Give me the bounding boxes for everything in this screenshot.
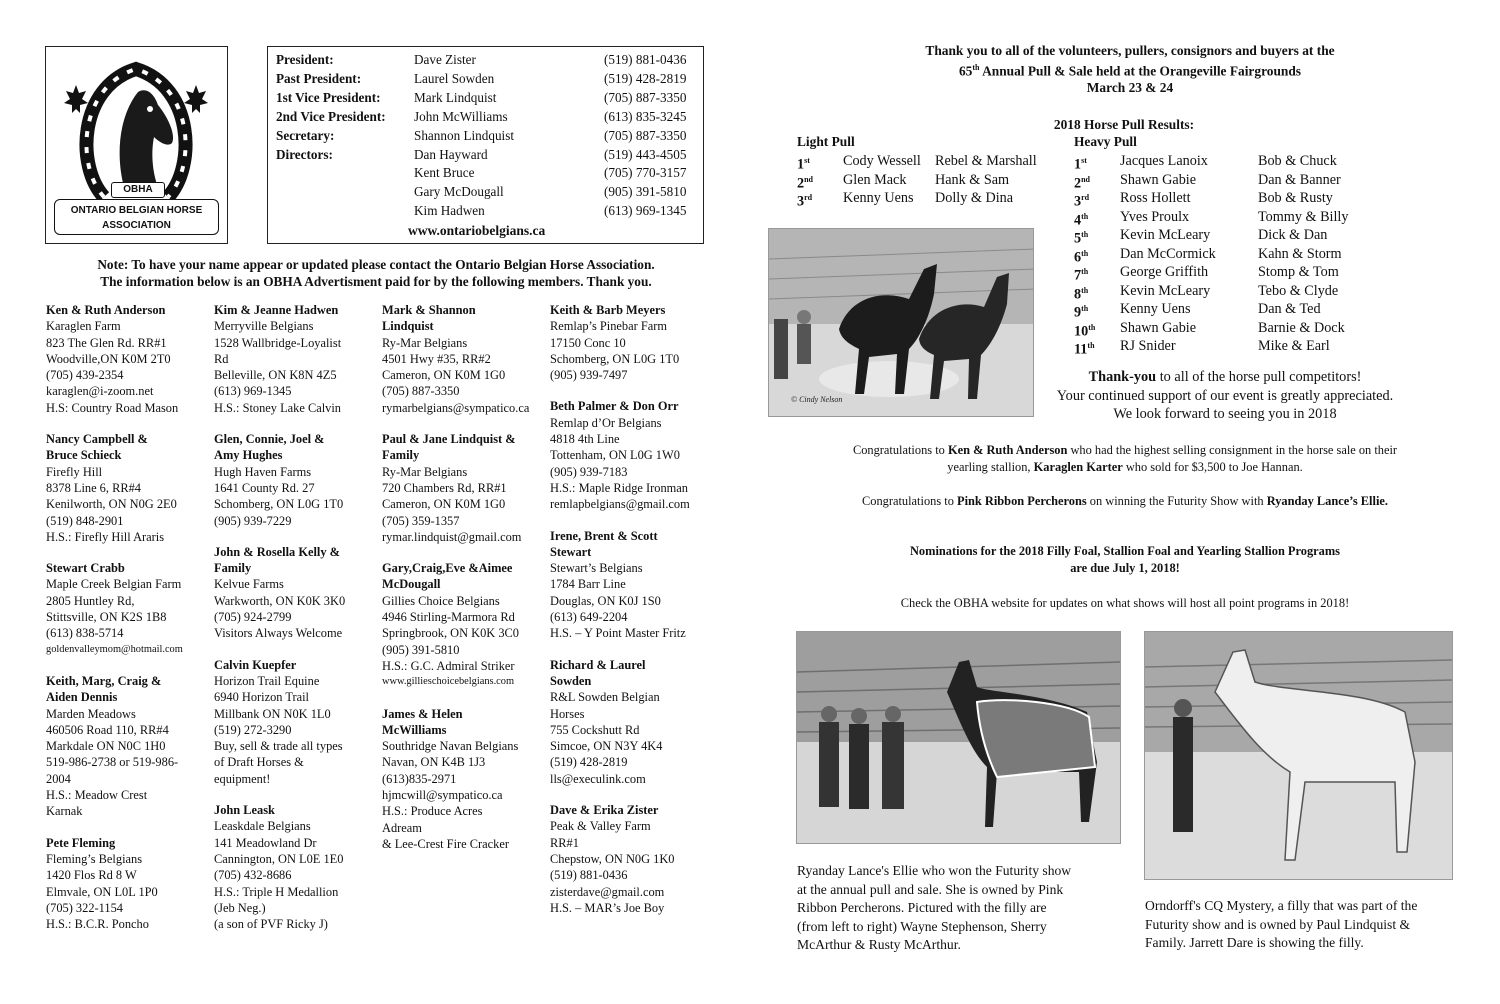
website-link[interactable]: www.ontariobelgians.ca (408, 223, 546, 238)
member-listing (214, 657, 379, 787)
result-team: Dan & Ted (1258, 301, 1321, 317)
officer-phone: (613) 835-3245 (604, 108, 687, 124)
officer-phone: (705) 887-3350 (604, 89, 687, 105)
member-name: Nancy Campbell & (46, 432, 148, 447)
obha-badge: OBHA (111, 182, 165, 198)
member-detail: Buy, sell & trade all types (214, 739, 343, 754)
member-detail: H.S.: Firefly Hill Araris (46, 529, 165, 544)
result-driver: Kenny Uens (1120, 301, 1191, 317)
member-listing (214, 544, 379, 642)
officer-name: Laurel Sowden (414, 70, 495, 86)
member-name: Ken & Ruth Anderson (46, 303, 166, 317)
member-listing (382, 431, 547, 545)
member-detail: (519) 848-2901 (46, 513, 124, 528)
member-detail: Remlap’s Pinebar Farm (550, 319, 668, 334)
results-title: 2018 Horse Pull Results: (1053, 117, 1195, 132)
member-detail: 1528 Wallbridge-Loyalist (214, 335, 342, 350)
nominations-notice: Nominations for the 2018 Filly Foal, Stallion Foal and Yearling Stallion Programs are due July 1, 2018! (909, 544, 1341, 575)
result-team: Tebo & Clyde (1258, 282, 1339, 299)
obha-name-banner (54, 199, 219, 235)
member-detail: 6940 Horizon Trail (214, 690, 309, 705)
officer-name: Mark Lindquist (414, 89, 497, 105)
member-name: Stewart (550, 544, 592, 559)
member-detail: Karnak (46, 804, 83, 819)
member-detail: Marden Meadows (46, 706, 136, 721)
member-detail: hjmcwill@sympatico.ca (382, 788, 503, 803)
member-listing (550, 528, 715, 642)
thanks-line3: March 23 & 24 (1086, 80, 1174, 96)
member-listing (550, 302, 715, 383)
member-detail: Merryville Belgians (214, 319, 314, 334)
caption-line: at the annual pull and sale. She is owned by Pink (797, 881, 1064, 897)
member-detail: (519) 272-3290 (214, 722, 292, 737)
caption-line: Family. Jarrett Dare is showing the filly. (1145, 935, 1364, 951)
officers-box (267, 46, 704, 244)
member-column-1 (46, 302, 211, 947)
result-driver: Shawn Gabie (1120, 171, 1197, 188)
photo-credit: © Cindy Nelson (791, 395, 843, 404)
officer-role: 2nd Vice President: (276, 108, 386, 124)
member-listing (46, 835, 211, 933)
member-detail: of Draft Horses & (214, 755, 304, 770)
result-driver: Jacques Lanoix (1120, 153, 1208, 169)
member-detail: H.S.: Stoney Lake Calvin (214, 400, 341, 415)
member-detail: 4818 4th Line (550, 432, 620, 447)
member-column-2 (214, 302, 379, 947)
result-team: Barnie & Dock (1258, 319, 1345, 336)
officer-name: Dan Hayward (414, 146, 488, 162)
member-name: Aiden Dennis (46, 690, 118, 705)
member-detail: Horizon Trail Equine (214, 673, 320, 688)
member-listing (550, 802, 715, 916)
member-name: Lindquist (382, 319, 434, 334)
member-detail: H.S.: Meadow Crest (46, 788, 148, 803)
member-detail: 1784 Barr Line (550, 577, 626, 592)
result-team: Mike & Earl (1258, 338, 1330, 354)
member-detail: 8378 Line 6, RR#4 (46, 480, 141, 495)
officer-role: Secretary: (276, 127, 335, 143)
member-detail: (705) 359-1357 (382, 513, 460, 528)
member-listing (46, 560, 211, 658)
member-detail: Woodville,ON K0M 2T0 (46, 351, 171, 366)
officer-phone: (705) 770-3157 (604, 165, 687, 181)
member-name: Glen, Connie, Joel & (214, 432, 325, 447)
light-pull-title: Light Pull (797, 134, 855, 149)
member-detail: 1420 Flos Rd 8 W (46, 868, 137, 883)
obha-logo (45, 46, 228, 244)
result-place: 9th (1074, 304, 1089, 321)
member-detail: (905) 939-7497 (550, 368, 628, 383)
member-column-3 (382, 302, 547, 867)
member-detail: Simcoe, ON N3Y 4K4 (550, 739, 663, 754)
member-detail: Firefly Hill (46, 464, 103, 479)
member-detail: 141 Meadowland Dr (214, 835, 317, 850)
caption-line: McArthur & Rusty McArthur. (797, 937, 961, 953)
member-detail: Hugh Haven Farms (214, 464, 312, 479)
member-detail: Cameron, ON K0M 1G0 (382, 368, 506, 383)
member-detail: Stewart’s Belgians (550, 561, 643, 576)
member-detail: Kelvue Farms (214, 577, 284, 592)
member-detail: (705) 439-2354 (46, 368, 124, 383)
note-line1: Note: To have your name appear or updated please contact the Ontario Belgian Horse Association. (97, 257, 655, 272)
member-listing (214, 302, 379, 416)
result-place: 1st (797, 156, 810, 173)
member-detail: Horses (550, 706, 585, 721)
member-detail: Southridge Navan Belgians (382, 739, 519, 754)
result-team: Bob & Rusty (1258, 190, 1333, 206)
member-detail: Navan, ON K4B 1J3 (382, 755, 486, 770)
member-detail: 460506 Road 110, RR#4 (46, 722, 169, 737)
member-detail: Rd (214, 351, 229, 366)
result-place: 4th (1074, 211, 1089, 229)
officer-phone: (519) 428-2819 (604, 70, 687, 86)
member-detail: Visitors Always Welcome (214, 626, 343, 641)
member-listing (46, 431, 211, 545)
member-detail: (Jeb Neg.) (214, 900, 266, 915)
member-detail: (705) 924-2799 (214, 610, 292, 625)
member-name: Kim & Jeanne Hadwen (214, 303, 339, 317)
thanks-line1: Thank you to all of the volunteers, pullers, consignors and buyers at the (925, 43, 1335, 58)
member-detail: remlapbelgians@gmail.com (550, 497, 690, 512)
member-detail: (905) 939-7229 (214, 513, 292, 528)
member-listing (382, 706, 547, 853)
member-detail: Peak & Valley Farm (550, 819, 651, 834)
member-detail: Maple Creek Belgian Farm (46, 577, 182, 592)
result-driver: Kevin McLeary (1120, 227, 1211, 243)
result-team: Dick & Dan (1258, 227, 1328, 243)
member-detail: Leaskdale Belgians (214, 819, 311, 834)
result-driver: Cody Wessell (843, 153, 921, 169)
member-detail: (905) 391-5810 (382, 642, 460, 657)
check-website-notice: Check the OBHA website for updates on what shows will host all point programs in 2018! (900, 596, 1350, 610)
member-detail: Remlap d’Or Belgians (550, 415, 662, 430)
member-listing (550, 398, 715, 512)
member-detail: (905) 939-7183 (550, 464, 628, 479)
member-detail: Stittsville, ON K2S 1B8 (46, 610, 167, 625)
result-driver: Glen Mack (843, 171, 907, 188)
result-place: 2nd (1074, 174, 1090, 192)
officer-name: Dave Zister (414, 52, 476, 67)
logo-name-line1: ONTARIO BELGIAN HORSE (70, 205, 203, 216)
officer-role: Past President: (276, 70, 362, 86)
member-detail: Tottenham, ON L0G 1W0 (550, 448, 680, 463)
caption-line: (from left to right) Wayne Stephenson, Sherry (797, 918, 1047, 934)
result-team: Rebel & Marshall (935, 153, 1037, 169)
member-detail: Belleville, ON K8N 4Z5 (214, 368, 337, 383)
member-name: James & Helen (382, 706, 463, 721)
result-team: Dolly & Dina (935, 190, 1014, 206)
result-team: Stomp & Tom (1258, 264, 1339, 280)
horse-pull-photo (768, 228, 1034, 417)
member-detail: Chepstow, ON N0G 1K0 (550, 851, 675, 866)
member-name: John Leask (214, 803, 275, 818)
officer-phone: (613) 969-1345 (604, 203, 687, 219)
member-detail: Springbrook, ON K0K 3C0 (382, 626, 519, 641)
result-driver: Dan McCormick (1120, 245, 1216, 262)
member-detail: Kenilworth, ON N0G 2E0 (46, 497, 177, 512)
result-place: 2nd (797, 174, 813, 192)
result-place: 10th (1074, 322, 1096, 340)
member-detail: (613) 649-2204 (550, 610, 628, 625)
filly-caption (1145, 897, 1475, 953)
member-detail: (613) 969-1345 (214, 384, 292, 399)
note-line2: The information below is an OBHA Advertisment paid for by the following members. Thank you. (100, 274, 652, 289)
member-name: Family (214, 561, 252, 576)
member-name: Irene, Brent & Scott (550, 528, 658, 543)
caption-line: Futurity show and is owned by Paul Lindquist & (1145, 916, 1411, 932)
member-detail: rymar.lindquist@gmail.com (382, 529, 522, 544)
result-driver: Ross Hollett (1120, 190, 1191, 206)
member-detail: H.S: Country Road Mason (46, 400, 179, 415)
member-name: Paul & Jane Lindquist & (382, 432, 516, 447)
member-name: Family (382, 448, 420, 463)
member-detail: Ry-Mar Belgians (382, 464, 468, 479)
member-detail: H.S.: B.C.R. Poncho (46, 917, 149, 932)
member-name: Sowden (550, 673, 592, 688)
member-detail: (705) 887-3350 (382, 384, 460, 399)
member-detail: Fleming’s Belgians (46, 851, 143, 866)
officer-name: Shannon Lindquist (414, 127, 515, 143)
futurity-winner-photo (796, 631, 1121, 844)
officer-role: Directors: (276, 146, 333, 162)
result-place: 8th (1074, 285, 1089, 303)
member-detail: H.S.: Maple Ridge Ironman (550, 480, 688, 495)
result-team: Tommy & Billy (1258, 208, 1349, 225)
member-name: Stewart Crabb (46, 561, 125, 576)
member-detail: Markdale ON N0C 1H0 (46, 739, 166, 754)
result-driver: George Griffith (1120, 264, 1209, 280)
member-name: Pete Fleming (46, 835, 116, 850)
member-detail: Elmvale, ON L0L 1P0 (46, 884, 158, 899)
member-name: Richard & Laurel (550, 657, 646, 672)
member-detail: 823 The Glen Rd. RR#1 (46, 335, 167, 350)
officer-name: Kim Hadwen (414, 203, 485, 219)
result-driver: RJ Snider (1120, 338, 1176, 354)
member-detail: Adream (382, 820, 422, 835)
member-detail: Karaglen Farm (46, 319, 121, 334)
officer-role: President: (276, 52, 334, 67)
officer-role: 1st Vice President: (276, 89, 381, 105)
member-detail: 4501 Hwy #35, RR#2 (382, 351, 491, 366)
member-detail: H.S.: Triple H Medallion (214, 884, 339, 899)
result-team: Bob & Chuck (1258, 153, 1337, 169)
member-website[interactable]: www.gillieschoicebelgians.com (382, 676, 515, 688)
member-listing (214, 802, 379, 932)
result-place: 6th (1074, 248, 1089, 266)
member-detail: 1641 County Rd. 27 (214, 480, 315, 495)
member-listing (46, 673, 211, 820)
member-listing (382, 302, 547, 416)
member-detail: lls@execulink.com (550, 771, 646, 786)
officer-phone: (905) 391-5810 (604, 184, 687, 200)
logo-name-line2: ASSOCIATION (102, 220, 171, 231)
member-detail: Millbank ON N0K 1L0 (214, 706, 331, 721)
member-detail: Douglas, ON K0J 1S0 (550, 593, 661, 608)
result-place: 5th (1074, 230, 1089, 247)
officer-phone: (519) 443-4505 (604, 146, 687, 162)
member-name: Gary,Craig,Eve &Aimee (382, 561, 513, 576)
member-detail: H.S.: Produce Acres (382, 804, 483, 819)
member-detail: Warkworth, ON K0K 3K0 (214, 593, 346, 608)
member-detail: & Lee-Crest Fire Cracker (382, 836, 509, 851)
member-name: Beth Palmer & Don Orr (550, 399, 679, 414)
member-name: Calvin Kuepfer (214, 657, 297, 672)
member-listing (550, 657, 715, 787)
result-place: 7th (1074, 267, 1089, 284)
member-detail: Schomberg, ON L0G 1T0 (550, 351, 680, 366)
thankyou-competitors (1040, 368, 1410, 424)
member-detail: H.S. – MAR’s Joe Boy (550, 900, 665, 915)
member-name: Keith, Marg, Craig & (46, 673, 162, 688)
officer-phone: (519) 881-0436 (604, 52, 687, 67)
member-detail: Cameron, ON K0M 1G0 (382, 497, 506, 512)
member-detail: (705) 432-8686 (214, 868, 292, 883)
filly-photo (1144, 631, 1453, 880)
member-listing (214, 431, 379, 529)
member-detail: 720 Chambers Rd, RR#1 (382, 480, 507, 495)
member-detail: zisterdave@gmail.com (550, 884, 665, 899)
member-name: Keith & Barb Meyers (550, 303, 666, 317)
member-detail: (a son of PVF Ricky J) (214, 917, 328, 932)
member-detail: Cannington, ON L0E 1E0 (214, 851, 344, 866)
member-detail: H.S.: G.C. Admiral Striker (382, 658, 515, 673)
result-driver: Shawn Gabie (1120, 319, 1197, 336)
member-detail: (519) 428-2819 (550, 755, 628, 770)
member-detail: 17150 Conc 10 (550, 335, 626, 350)
member-detail: karaglen@i-zoom.net (46, 384, 154, 399)
officer-phone: (705) 887-3350 (604, 127, 687, 143)
member-name: Bruce Schieck (46, 448, 122, 463)
member-detail: 2805 Huntley Rd, (46, 593, 135, 608)
caption-line: Ryanday Lance's Ellie who won the Futurity show (797, 863, 1072, 878)
member-detail: equipment! (214, 771, 271, 786)
member-detail: 519-986-2738 or 519-986- (46, 755, 179, 770)
futurity-winner-caption (797, 862, 1127, 955)
member-column-4 (550, 302, 715, 931)
result-place: 1st (1074, 156, 1087, 173)
member-detail: (705) 322-1154 (46, 900, 123, 915)
member-name: McDougall (382, 577, 441, 592)
congrats-pink-ribbon: Congratulations to Pink Ribbon Percherons on winning the Futurity Show with Ryanday Lance’s Ellie. (862, 494, 1388, 508)
member-name: John & Rosella Kelly & (214, 544, 340, 559)
result-team: Kahn & Storm (1258, 245, 1342, 262)
caption-line: Orndorff's CQ Mystery, a filly that was part of the (1145, 898, 1418, 913)
congrats-anderson: Congratulations to Ken & Ruth Anderson who had the highest selling consignment in the horse sale on their yearling stallion, Karaglen Karter who sold for $3,500 to Joe Hannan. (852, 443, 1398, 474)
thankyou-line3: We look forward to seeing you in 2018 (1113, 406, 1337, 423)
result-driver: Yves Proulx (1120, 208, 1190, 225)
member-detail: rymarbelgians@sympatico.ca (382, 400, 530, 415)
heavy-pull-title: Heavy Pull (1074, 134, 1137, 149)
officer-name: Gary McDougall (414, 184, 504, 200)
member-detail: 755 Cockshutt Rd (550, 722, 640, 737)
result-team: Hank & Sam (935, 171, 1010, 188)
member-listing (382, 560, 547, 690)
result-place: 3rd (797, 193, 813, 210)
member-name: McWilliams (382, 722, 447, 737)
member-name: Mark & Shannon (382, 303, 476, 317)
member-detail: (613)835-2971 (382, 771, 457, 786)
thanks-heading (830, 42, 1430, 96)
member-detail: (519) 881-0436 (550, 868, 628, 883)
officer-name: John McWilliams (414, 108, 508, 124)
result-place: 11th (1074, 341, 1095, 358)
officer-name: Kent Bruce (414, 165, 475, 181)
member-detail: RR#1 (550, 835, 579, 850)
result-team: Dan & Banner (1258, 171, 1341, 188)
thankyou-line1: Thank-you to all of the horse pull competitors! (1088, 369, 1362, 385)
thanks-line2: 65th Annual Pull & Sale held at the Orangeville Fairgrounds (958, 63, 1302, 79)
result-driver: Kenny Uens (843, 190, 914, 206)
member-detail: Schomberg, ON L0G 1T0 (214, 497, 344, 512)
member-detail: (613) 838-5714 (46, 626, 124, 641)
thankyou-line2: Your continued support of our event is greatly appreciated. (1056, 387, 1394, 404)
member-detail: Ry-Mar Belgians (382, 335, 468, 350)
member-detail: Gillies Choice Belgians (382, 593, 500, 608)
member-detail: 2004 (46, 771, 71, 786)
member-detail: R&L Sowden Belgian (550, 690, 660, 705)
member-listing (46, 302, 211, 416)
caption-line: Ribbon Percherons. Pictured with the filly are (797, 900, 1047, 916)
member-email[interactable]: goldenvalleymom@hotmail.com (46, 643, 183, 655)
member-name: Amy Hughes (214, 448, 283, 463)
member-detail: 4946 Stirling-Marmora Rd (382, 610, 515, 625)
membership-note (46, 256, 706, 290)
result-driver: Kevin McLeary (1120, 282, 1211, 299)
member-detail: H.S. – Y Point Master Fritz (550, 626, 686, 641)
member-name: Dave & Erika Zister (550, 803, 659, 818)
result-place: 3rd (1074, 193, 1090, 210)
